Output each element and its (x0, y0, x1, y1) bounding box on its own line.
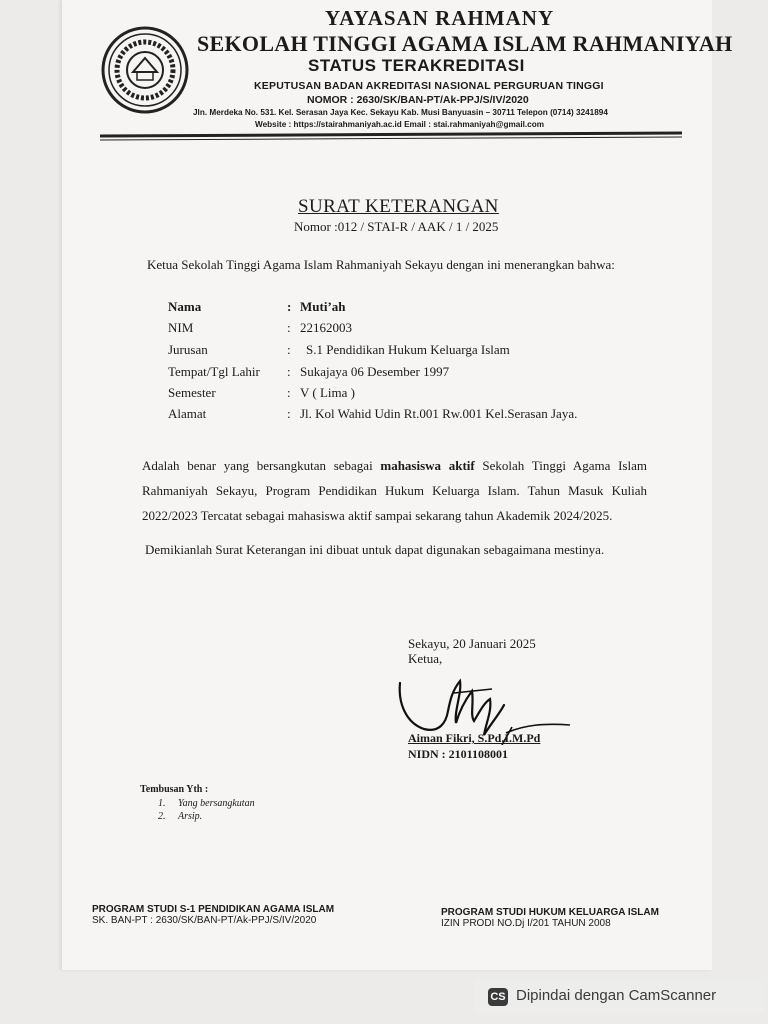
letter-intro: Ketua Sekolah Tinggi Agama Islam Rahmaniyah Sekayu dengan ini menerangkan bahwa: (147, 257, 615, 272)
copies-item-number: 2. (158, 811, 166, 822)
footer-left-title: PROGRAM STUDI S-1 PENDIDIKAN AGAMA ISLAM (92, 904, 335, 915)
signer-role: Ketua, (408, 651, 443, 666)
field-value-semester: V ( Lima ) (300, 385, 355, 400)
field-label-birth: Tempat/Tgl Lahir (168, 364, 260, 379)
closing-statement: Demikianlah Surat Keterangan ini dibuat untuk dapat digunakan sebagaimana mestinya. (145, 542, 605, 557)
copies-item (158, 798, 255, 809)
copies-item-text: Arsip. (178, 811, 203, 822)
field-value-address: Jl. Kol Wahid Udin Rt.001 Rw.001 Kel.Serasan Jaya. (300, 406, 578, 421)
copies-item (158, 811, 202, 822)
field-colon: : (287, 385, 291, 400)
field-value-name: Muti’ah (300, 299, 346, 314)
copies-item-number: 1. (158, 798, 166, 809)
camscanner-label: Dipindai dengan CamScanner (516, 987, 717, 1004)
copies-item-text: Yang bersangkutan (178, 798, 255, 809)
signer-name: Aiman Fikri, S.Pd.I.M.Pd (408, 731, 541, 745)
field-label-name: Nama (168, 299, 202, 314)
foundation-name: YAYASAN RAHMANY (325, 6, 555, 30)
college-address: Jln. Merdeka No. 531. Kel. Serasan Jaya Kec. Sekayu Kab. Musi Banyuasin – 30711 Telepon (0714) 3241894 (193, 108, 608, 117)
camscanner-watermark (474, 981, 764, 1013)
field-colon: : (287, 299, 292, 314)
decree-number: NOMOR : 2630/SK/BAN-PT/Ak-PPJ/S/IV/2020 (307, 94, 529, 106)
camscanner-icon: CS (488, 988, 508, 1006)
college-website: Website : https://stairahmaniyah.ac.id Email : stai.rahmaniyah@gmail.com (255, 120, 545, 129)
statement-emphasis: mahasiswa aktif (380, 458, 475, 473)
letter-title: SURAT KETERANGAN (298, 196, 499, 217)
field-label-address: Alamat (168, 406, 207, 421)
field-colon: : (287, 406, 291, 421)
statement-text-2: Sekolah Tinggi Agama Islam Rahmaniyah Sekayu, Program Pendidikan Hukum Keluarga Islam. Tahun Masuk Kuliah 2022/2023 Tercatat sebagai mahasiswa aktif sampai sekarang tahun Akademik 2024/2025. (142, 458, 647, 523)
field-value-birth: Sukajaya 06 Desember 1997 (300, 364, 450, 379)
footer-program-right (441, 907, 659, 929)
signer-nidn: NIDN : 2101108001 (408, 747, 509, 761)
field-colon: : (287, 342, 291, 357)
accreditation-decree: KEPUTUSAN BADAN AKREDITASI NASIONAL PERGURUAN TINGGI (254, 80, 604, 92)
field-label-semester: Semester (168, 385, 216, 400)
letter-number: Nomor :012 / STAI-R / AAK / 1 / 2025 (294, 219, 499, 234)
college-name: SEKOLAH TINGGI AGAMA ISLAM RAHMANIYAH (197, 31, 733, 56)
field-value-major: S.1 Pendidikan Hukum Keluarga Islam (306, 342, 510, 357)
accreditation-status: STATUS TERAKREDITASI (308, 56, 525, 75)
field-label-nim: NIM (168, 320, 194, 335)
footer-left-sub: SK. BAN-PT : 2630/SK/BAN-PT/Ak-PPJ/S/IV/2020 (92, 915, 317, 926)
statement-text-1: Adalah benar yang bersangkutan sebagai (142, 458, 381, 473)
seal-logo-icon (100, 25, 190, 115)
field-value-nim: 22162003 (300, 320, 352, 335)
place-and-date: Sekayu, 20 Januari 2025 (408, 636, 536, 651)
copies-title: Tembusan Yth : (140, 784, 209, 795)
field-colon: : (287, 364, 291, 379)
footer-right-sub: IZIN PRODI NO.Dj I/201 TAHUN 2008 (441, 918, 611, 929)
field-colon: : (287, 320, 291, 335)
field-label-major: Jurusan (168, 342, 208, 357)
footer-right-title: PROGRAM STUDI HUKUM KELUARGA ISLAM (441, 907, 659, 918)
statement-paragraph (142, 453, 647, 528)
footer-program-left (92, 904, 334, 926)
